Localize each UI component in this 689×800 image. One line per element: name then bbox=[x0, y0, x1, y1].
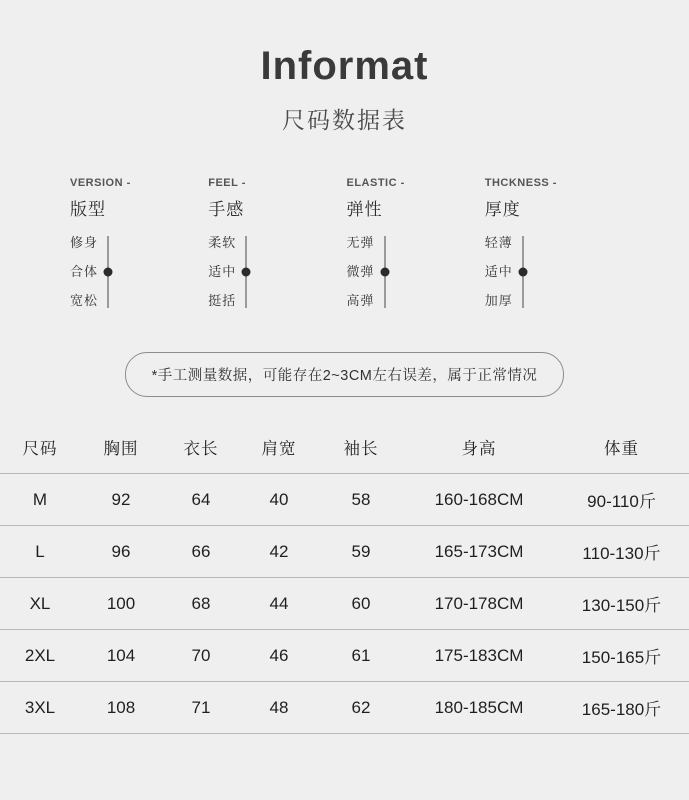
table-cell-height: 160-168CM bbox=[434, 489, 524, 509]
gauge-indicator-dot bbox=[380, 268, 389, 277]
table-cell-length: 64 bbox=[191, 489, 211, 509]
table-header-cell: 尺码 bbox=[0, 431, 80, 474]
table-header-row bbox=[0, 431, 689, 474]
table-row bbox=[0, 526, 689, 578]
table-cell-sleeve: 62 bbox=[351, 697, 371, 717]
gauge-option-top: 无弹 bbox=[346, 235, 375, 250]
table-cell-height: 175-183CM bbox=[434, 645, 524, 665]
gauge-option-labels bbox=[208, 236, 236, 308]
attribute-label-cn: 厚度 bbox=[484, 200, 521, 219]
gauge-option-top: 修身 bbox=[70, 235, 99, 250]
page-header bbox=[0, 0, 689, 135]
attribute-label-en: THCKNESS - bbox=[484, 177, 557, 189]
measurement-note: *手工测量数据，可能存在2~3CM左右误差，属于正常情况 bbox=[125, 352, 565, 397]
attribute-version bbox=[70, 177, 208, 308]
table-header-cell: 体重 bbox=[554, 431, 689, 474]
table-cell-shoulder: 46 bbox=[269, 645, 289, 665]
table-cell-length: 68 bbox=[191, 593, 211, 613]
attribute-feel bbox=[208, 177, 346, 308]
table-cell-sleeve: 60 bbox=[351, 593, 371, 613]
gauge-track bbox=[384, 236, 386, 308]
table-cell-weight: 130-150斤 bbox=[581, 596, 662, 615]
table-cell-size: M bbox=[32, 489, 48, 509]
table-cell-shoulder: 48 bbox=[269, 697, 289, 717]
table-cell-weight: 165-180斤 bbox=[581, 700, 662, 719]
table-cell-size: 2XL bbox=[24, 645, 56, 665]
table-cell-height: 170-178CM bbox=[434, 593, 524, 613]
gauge-elastic bbox=[347, 236, 485, 308]
attribute-label-cn: 弹性 bbox=[346, 200, 383, 219]
table-cell-bust: 92 bbox=[111, 489, 131, 509]
table-row bbox=[0, 630, 689, 682]
gauge-option-bottom: 宽松 bbox=[70, 293, 99, 308]
gauge-option-bottom: 挺括 bbox=[208, 293, 237, 308]
table-header-cell: 袖长 bbox=[318, 431, 404, 474]
measurement-note-wrapper bbox=[0, 352, 689, 397]
table-row bbox=[0, 578, 689, 630]
table-cell-size: XL bbox=[29, 593, 51, 613]
attribute-thickness bbox=[485, 177, 623, 308]
table-cell-bust: 96 bbox=[111, 541, 131, 561]
gauge-indicator-dot bbox=[518, 268, 527, 277]
attribute-label-en: VERSION - bbox=[70, 177, 131, 189]
table-cell-bust: 100 bbox=[106, 593, 136, 613]
gauge-track bbox=[107, 236, 109, 308]
attribute-label-cn: 版型 bbox=[70, 200, 106, 219]
attribute-gauges bbox=[0, 177, 689, 308]
table-cell-weight: 90-110斤 bbox=[587, 492, 656, 511]
page-title-cn: 尺码数据表 bbox=[282, 107, 407, 133]
gauge-option-mid: 适中 bbox=[208, 264, 237, 279]
gauge-option-mid: 适中 bbox=[484, 264, 513, 279]
gauge-option-bottom: 高弹 bbox=[346, 293, 375, 308]
size-table bbox=[0, 431, 689, 734]
table-cell-sleeve: 58 bbox=[351, 489, 371, 509]
table-row bbox=[0, 474, 689, 526]
gauge-option-labels bbox=[485, 236, 513, 308]
gauge-indicator-dot bbox=[242, 268, 251, 277]
gauge-track bbox=[245, 236, 247, 308]
table-header-cell: 胸围 bbox=[80, 431, 162, 474]
table-cell-bust: 104 bbox=[106, 645, 136, 665]
gauge-option-bottom: 加厚 bbox=[484, 293, 513, 308]
gauge-option-labels bbox=[70, 236, 98, 308]
table-cell-sleeve: 59 bbox=[351, 541, 371, 561]
page-title-en: Informat bbox=[260, 44, 429, 88]
table-cell-shoulder: 44 bbox=[269, 593, 289, 613]
attribute-elastic bbox=[347, 177, 485, 308]
table-cell-length: 70 bbox=[191, 645, 211, 665]
table-cell-height: 165-173CM bbox=[434, 541, 524, 561]
table-row bbox=[0, 682, 689, 734]
size-table-head bbox=[0, 431, 689, 474]
gauge-option-top: 柔软 bbox=[208, 235, 237, 250]
table-header-cell: 肩宽 bbox=[240, 431, 318, 474]
gauge-indicator-dot bbox=[104, 268, 113, 277]
gauge-track bbox=[522, 236, 524, 308]
gauge-version bbox=[70, 236, 208, 308]
table-cell-shoulder: 42 bbox=[269, 541, 289, 561]
attribute-label-cn: 手感 bbox=[208, 200, 245, 219]
table-header-cell: 身高 bbox=[404, 431, 554, 474]
table-cell-bust: 108 bbox=[106, 697, 136, 717]
table-cell-weight: 150-165斤 bbox=[581, 648, 662, 667]
table-cell-size: 3XL bbox=[24, 697, 56, 717]
table-cell-length: 71 bbox=[191, 697, 211, 717]
table-cell-length: 66 bbox=[191, 541, 211, 561]
table-cell-size: L bbox=[35, 541, 45, 561]
gauge-option-labels bbox=[347, 236, 375, 308]
table-cell-sleeve: 61 bbox=[351, 645, 371, 665]
gauge-thickness bbox=[485, 236, 623, 308]
table-cell-shoulder: 40 bbox=[269, 489, 289, 509]
table-cell-weight: 110-130斤 bbox=[582, 544, 661, 563]
gauge-option-top: 轻薄 bbox=[484, 235, 513, 250]
gauge-feel bbox=[208, 236, 346, 308]
attribute-label-en: ELASTIC - bbox=[346, 177, 405, 189]
size-table-body bbox=[0, 474, 689, 734]
gauge-option-mid: 微弹 bbox=[346, 264, 375, 279]
table-cell-height: 180-185CM bbox=[434, 697, 524, 717]
gauge-option-mid: 合体 bbox=[70, 264, 99, 279]
table-header-cell: 衣长 bbox=[162, 431, 240, 474]
attribute-label-en: FEEL - bbox=[208, 177, 246, 189]
